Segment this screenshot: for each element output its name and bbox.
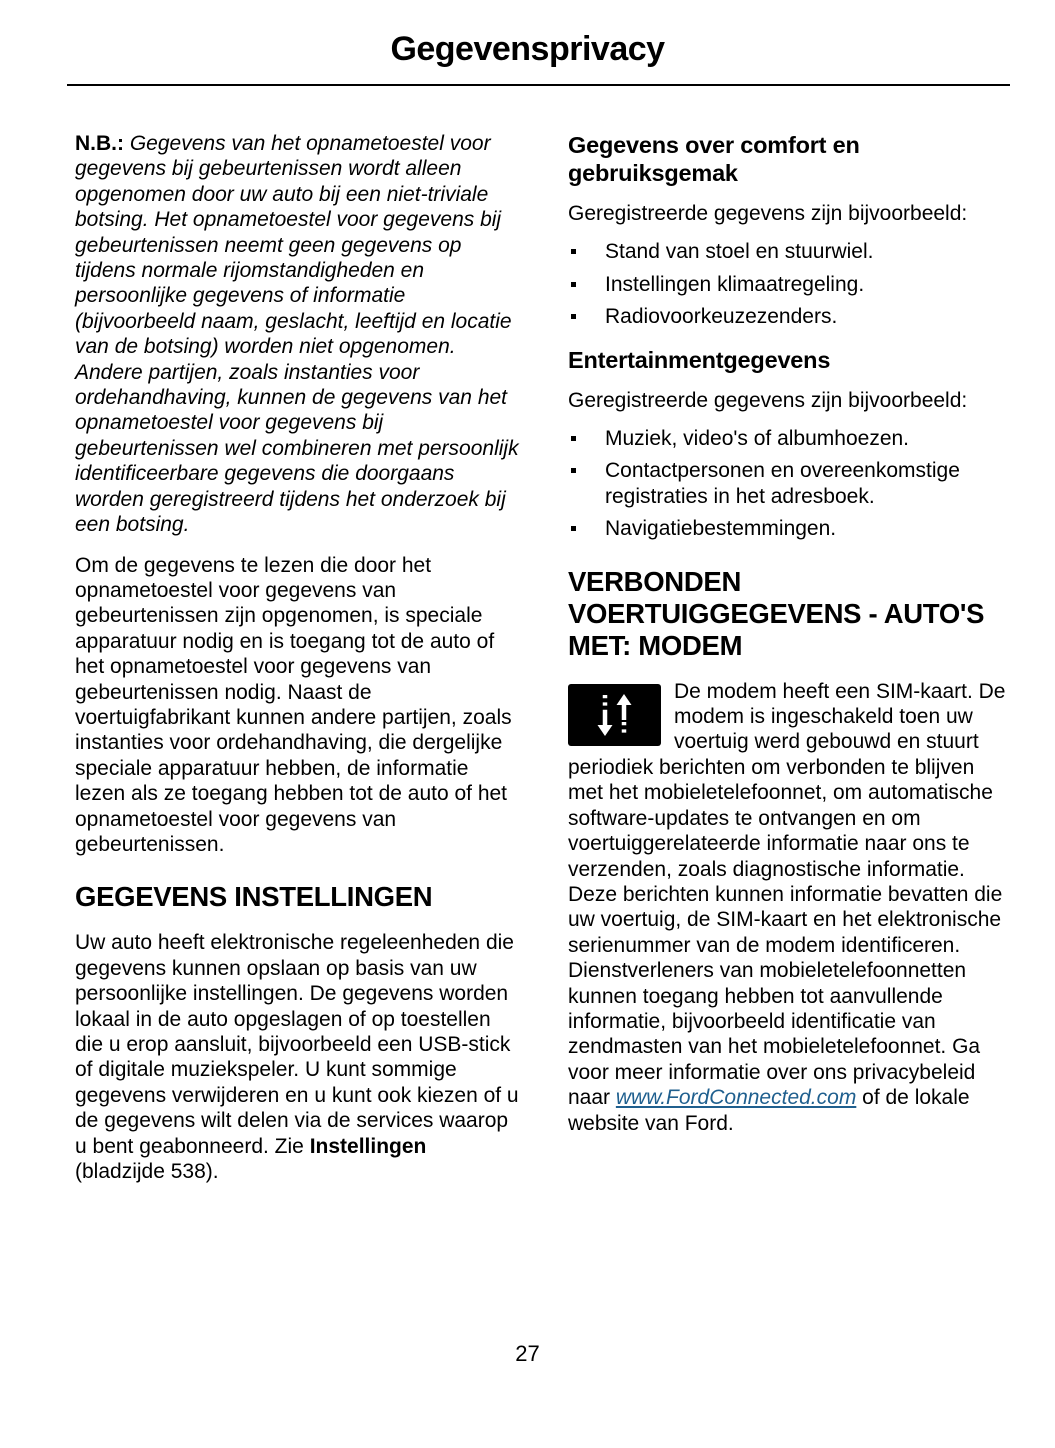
- list-item: [568, 426, 1015, 451]
- comfort-heading: Gegevens over comfort en gebruiksgemak: [568, 132, 860, 186]
- modem-paragraph: [568, 679, 1015, 1136]
- bullet-icon: [571, 436, 576, 441]
- bullet-icon: [571, 282, 576, 287]
- list-item-text: Instellingen klimaatregeling.: [605, 272, 865, 296]
- comfort-list: [568, 239, 1015, 329]
- list-item-text: Radiovoorkeuzezenders.: [605, 305, 838, 329]
- page-title: Gegevensprivacy: [390, 30, 665, 68]
- edr-note-paragraph: [75, 131, 522, 538]
- connected-vehicle-heading: VERBONDEN VOERTUIGGEGEVENS - AUTO'S MET: MODEM: [568, 565, 985, 661]
- bullet-icon: [571, 314, 576, 319]
- modem-text-after: of de lokale website van Ford.: [568, 1086, 970, 1135]
- list-item-text: Muziek, video's of albumhoezen.: [605, 427, 910, 451]
- entertainment-intro: Geregistreerde gegevens zijn bijvoorbeeld:: [568, 388, 968, 412]
- settings-text-after: (bladzijde 538).: [75, 1160, 219, 1184]
- bullet-icon: [571, 526, 576, 531]
- list-item-text: Contactpersonen en overeenkomstige registraties in het adresboek.: [605, 459, 960, 508]
- ford-connected-link[interactable]: www.FordConnected.com: [615, 1086, 857, 1110]
- modem-text-before: De modem heeft een SIM-kaart. De modem is ingeschakeld toen uw voertuig werd gebouwd en stuurt periodiek berichten om verbonden te blijven met het mobieletelefoonnet, om automatische software-updates te ontvangen en om voertuiggerelateerde informatie naar ons te verzenden, zoals diagnostische informatie. Deze berichten kunnen informatie bevatten die uw voertuig, de SIM-kaart en het elektronische serienummer van de modem identificeren. Dienstverleners van mobieletelefoonnetten kunnen toegang hebben tot aanvullende informatie, bijvoorbeeld identificatie van zendmasten van het mobieletelefoonnet. Ga voor meer informatie over ons privacybeleid naar: [568, 679, 1006, 1110]
- list-item: [568, 458, 1015, 509]
- settings-text-before: Uw auto heeft elektronische regeleenheden die gegevens kunnen opslaan op basis van uw persoonlijke instellingen. De gegevens worden lokaal in de auto opgeslagen of op toestellen die u erop aansluit, bijvoorbeeld een USB-stick of digitale muziekspeler. U kunt sommige gegevens verwijderen en u kunt ook kiezen of u de gegevens wilt delen via de services waarop u bent geabonneerd. Zie: [75, 931, 519, 1158]
- list-item: [568, 239, 1015, 264]
- page-number: 27: [515, 1341, 540, 1366]
- note-label: N.B.:: [75, 132, 124, 155]
- modem-data-transfer-icon: [568, 684, 661, 746]
- comfort-intro: Geregistreerde gegevens zijn bijvoorbeeld:: [568, 202, 968, 225]
- header-divider: [67, 84, 1010, 86]
- entertainment-heading: Entertainmentgegevens: [568, 346, 831, 373]
- list-item-text: Stand van stoel en stuurwiel.: [605, 240, 874, 264]
- bullet-icon: [571, 468, 576, 473]
- content-columns: [75, 131, 1015, 1199]
- settings-section-heading: GEGEVENS INSTELLINGEN: [75, 881, 433, 913]
- bullet-icon: [571, 249, 576, 254]
- settings-paragraph: [75, 930, 522, 1184]
- list-item: [568, 272, 1015, 297]
- edr-access-paragraph: Om de gegevens te lezen die door het opnametoestel voor gegevens van gebeurtenissen zijn opgenomen, is speciale apparatuur nodig en is toegang tot de auto of het opnametoestel voor gegevens van gebeurtenissen nodig. Naast de voertuigfabrikant kunnen andere partijen, zoals instanties voor ordehandhaving, die dergelijke speciale apparatuur hebben, de informatie lezen als ze toegang hebben tot de auto of het opnametoestel voor gegevens van gebeurtenissen.: [75, 553, 512, 856]
- left-column: [75, 131, 522, 1199]
- list-item-text: Navigatiebestemmingen.: [605, 517, 837, 541]
- list-item: [568, 516, 1015, 541]
- entertainment-list: [568, 426, 1015, 542]
- right-column: [568, 131, 1015, 1199]
- list-item: [568, 304, 1015, 329]
- note-text: Gegevens van het opnametoestel voor gegevens bij gebeurtenissen wordt alleen opgenomen door uw auto bij een niet-triviale botsing. Het opnametoestel voor gegevens bij gebeurtenissen neemt geen gegevens op tijdens normale rijomstandigheden en persoonlijke gegevens of informatie (bijvoorbeeld naam, geslacht, leeftijd en locatie van de botsing) worden niet opgenomen. Andere partijen, zoals instanties voor ordehandhaving, kunnen de gegevens van het opnametoestel voor gegevens bij gebeurtenissen wel combineren met persoonlijk identificeerbare gegevens die doorgaans worden geregistreerd tijdens het onderzoek bij een botsing.: [75, 132, 519, 537]
- settings-reference-bold: Instellingen: [309, 1134, 427, 1158]
